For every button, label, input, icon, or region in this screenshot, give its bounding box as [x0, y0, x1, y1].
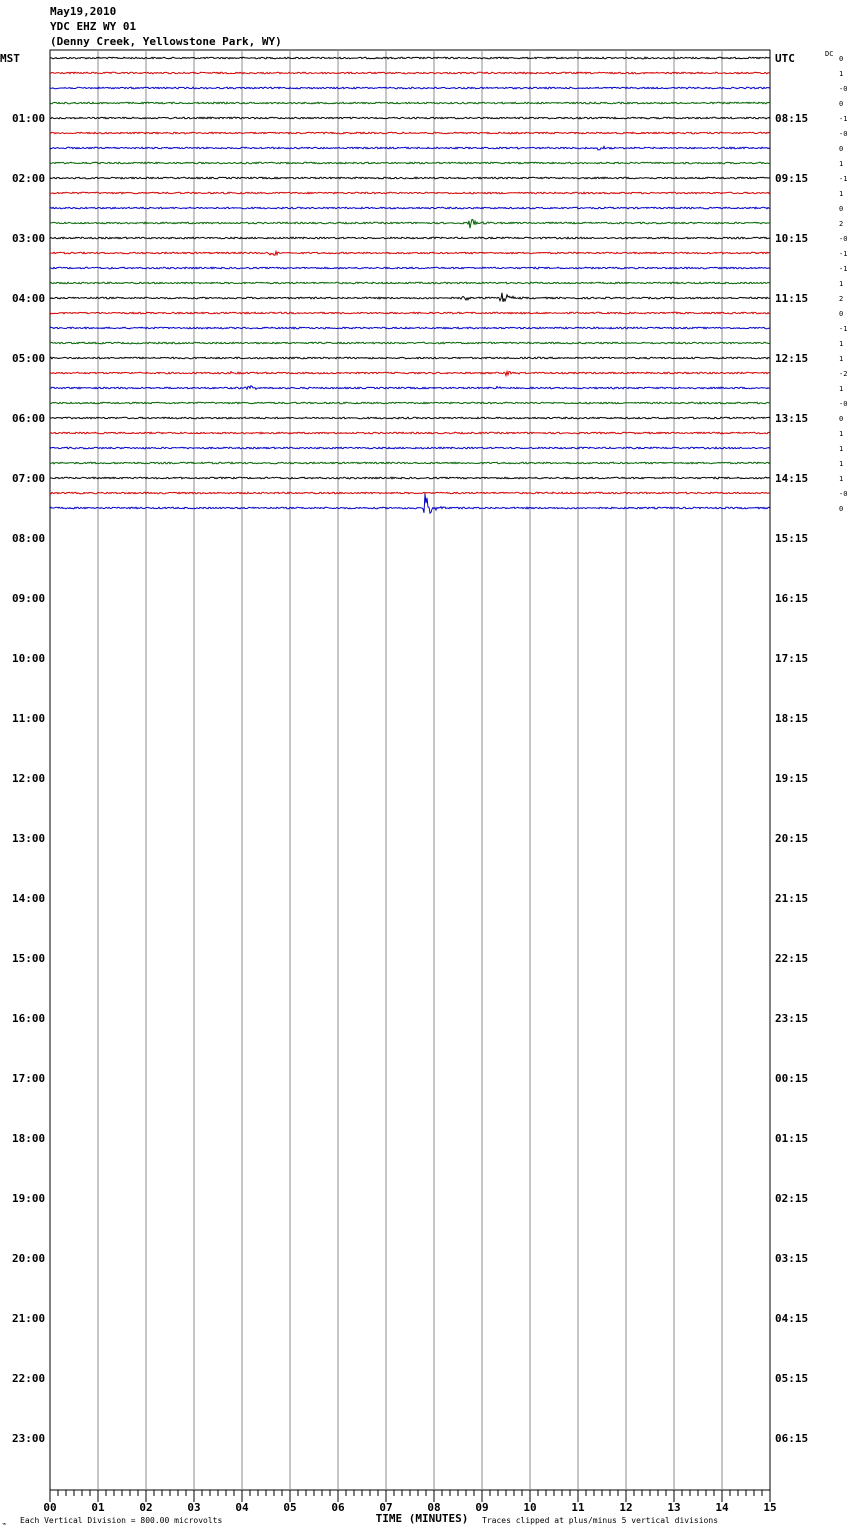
seismic-trace-line — [50, 102, 770, 104]
left-hour-label: 09:00 — [12, 592, 46, 605]
plot-frame — [50, 50, 770, 1490]
left-hour-label: 11:00 — [12, 712, 46, 725]
left-hour-label: 19:00 — [12, 1192, 46, 1205]
x-tick-label: 13 — [667, 1501, 681, 1514]
dc-offset-label: -2 — [839, 370, 848, 378]
right-hour-label: 10:15 — [775, 232, 809, 245]
left-hour-label: 10:00 — [12, 652, 46, 665]
seismic-trace-line — [50, 372, 770, 376]
seismic-trace-line — [50, 357, 770, 359]
dc-offset-label: 0 — [839, 310, 844, 318]
seismic-trace-line — [50, 342, 770, 344]
left-hour-label: 12:00 — [12, 772, 46, 785]
seismic-trace-line — [50, 386, 770, 390]
left-hour-label: 23:00 — [12, 1432, 46, 1445]
seismic-trace-line — [50, 417, 770, 419]
dc-offset-label: 0 — [839, 505, 844, 513]
seismic-trace-line — [50, 312, 770, 314]
seismic-trace-line — [50, 293, 770, 302]
dc-offset-label: -1 — [839, 265, 848, 273]
right-hour-label: 22:15 — [775, 952, 809, 965]
right-hour-label: 04:15 — [775, 1312, 809, 1325]
dc-offset-label: 1 — [839, 340, 844, 348]
right-hour-label: 16:15 — [775, 592, 809, 605]
seismic-trace-line — [50, 492, 770, 494]
seismic-trace-line — [50, 327, 770, 329]
station-label: YDC EHZ WY 01 — [50, 20, 137, 33]
seismic-trace-line — [50, 162, 770, 164]
right-hour-label: 19:15 — [775, 772, 809, 785]
dc-offset-label: 1 — [839, 445, 844, 453]
left-hour-label: 13:00 — [12, 832, 46, 845]
dc-offset-label: -1 — [839, 325, 848, 333]
dc-offset-label: 1 — [839, 70, 844, 78]
x-tick-label: 05 — [283, 1501, 297, 1514]
dc-offset-label: 1 — [839, 385, 844, 393]
right-hour-label: 20:15 — [775, 832, 809, 845]
x-axis-title: TIME (MINUTES) — [375, 1512, 469, 1525]
x-tick-label: 12 — [619, 1501, 633, 1514]
left-hour-label: 15:00 — [12, 952, 46, 965]
dc-offset-label: -0 — [839, 235, 848, 243]
x-tick-label: 06 — [331, 1501, 345, 1514]
left-hour-label: MST — [0, 52, 20, 65]
dc-offset-label: 1 — [839, 280, 844, 288]
x-tick-label: 07 — [379, 1501, 393, 1514]
seismic-trace-line — [50, 267, 770, 269]
dc-offset-label: 2 — [839, 295, 844, 303]
right-hour-label: 06:15 — [775, 1432, 809, 1445]
seismic-trace-line — [50, 146, 770, 150]
seismic-trace-line — [50, 447, 770, 449]
dc-offset-label: -0 — [839, 85, 848, 93]
seismic-trace-line — [50, 282, 770, 284]
x-tick-label: 14 — [715, 1501, 729, 1514]
right-hour-label: 03:15 — [775, 1252, 809, 1265]
x-tick-label: 02 — [139, 1501, 153, 1514]
seismic-trace-line — [50, 462, 770, 464]
dc-offset-label: -1 — [839, 115, 848, 123]
right-hour-label: 11:15 — [775, 292, 809, 305]
right-hour-label: 02:15 — [775, 1192, 809, 1205]
right-hour-label: 14:15 — [775, 472, 809, 485]
x-tick-label: 01 — [91, 1501, 105, 1514]
right-hour-label: 12:15 — [775, 352, 809, 365]
right-hour-label: 23:15 — [775, 1012, 809, 1025]
left-hour-label: 08:00 — [12, 532, 46, 545]
seismic-trace-line — [50, 494, 770, 513]
location-label: (Denny Creek, Yellowstone Park, WY) — [50, 35, 282, 48]
x-tick-label: 04 — [235, 1501, 249, 1514]
dc-offset-label: 1 — [839, 355, 844, 363]
trace-lines — [50, 57, 770, 513]
right-hour-label: 00:15 — [775, 1072, 809, 1085]
date-label: May19,2010 — [50, 5, 117, 18]
left-hour-label: 02:00 — [12, 172, 46, 185]
dc-offset-label: -1 — [839, 250, 848, 258]
right-hour-label: 17:15 — [775, 652, 809, 665]
right-hour-label: 18:15 — [775, 712, 809, 725]
seismic-trace-line — [50, 219, 770, 228]
seismic-trace-line — [50, 207, 770, 209]
dc-offset-label: 1 — [839, 160, 844, 168]
dc-offset-label: -0 — [839, 400, 848, 408]
left-hour-label: 07:00 — [12, 472, 46, 485]
dc-offset-label: 0 — [839, 100, 844, 108]
right-hour-label: 21:15 — [775, 892, 809, 905]
left-hour-label: 17:00 — [12, 1072, 46, 1085]
seismic-trace-line — [50, 132, 770, 134]
dc-header: DC — [825, 50, 834, 58]
right-hour-label: 13:15 — [775, 412, 809, 425]
left-hour-label: 18:00 — [12, 1132, 46, 1145]
left-hour-label: 03:00 — [12, 232, 46, 245]
scale-note: Each Vertical Division = 800.00 microvolts — [20, 1516, 223, 1525]
x-tick-label: 09 — [475, 1501, 489, 1514]
left-hour-label: 06:00 — [12, 412, 46, 425]
dc-offset-label: 1 — [839, 190, 844, 198]
dc-offset-label: 0 — [839, 205, 844, 213]
left-hour-label: 04:00 — [12, 292, 46, 305]
time-labels — [0, 52, 847, 1528]
right-hour-label: 15:15 — [775, 532, 809, 545]
left-hour-label: 20:00 — [12, 1252, 46, 1265]
clip-note: Traces clipped at plus/minus 5 vertical divisions — [482, 1516, 719, 1525]
x-tick-label: 10 — [523, 1501, 537, 1514]
left-hour-label: 01:00 — [12, 112, 46, 125]
seismic-trace-line — [50, 251, 770, 255]
dc-offset-label: 2 — [839, 220, 844, 228]
dc-offset-label: 0 — [839, 145, 844, 153]
dc-offset-label: -0 — [839, 490, 848, 498]
dc-offset-label: -1 — [839, 175, 848, 183]
x-tick-label: 03 — [187, 1501, 201, 1514]
seismic-trace-line — [50, 57, 770, 59]
dc-offset-label: 1 — [839, 475, 844, 483]
dc-offset-label: 1 — [839, 430, 844, 438]
left-hour-label: 22:00 — [12, 1372, 46, 1385]
right-hour-label: 05:15 — [775, 1372, 809, 1385]
left-hour-label: 21:00 — [12, 1312, 46, 1325]
right-hour-label: UTC — [775, 52, 795, 65]
seismic-trace-line — [50, 477, 770, 479]
x-tick-label: 08 — [427, 1501, 441, 1514]
dc-offset-label: 0 — [839, 55, 844, 63]
dc-offset-label: 1 — [839, 460, 844, 468]
dc-offset-label: 0 — [839, 415, 844, 423]
seismic-trace-line — [50, 177, 770, 179]
seismic-trace-line — [50, 432, 770, 434]
x-tick-label: 15 — [763, 1501, 777, 1514]
seismic-trace-line — [50, 237, 770, 239]
right-hour-label: 09:15 — [775, 172, 809, 185]
seismic-trace-line — [50, 402, 770, 404]
left-hour-label: 16:00 — [12, 1012, 46, 1025]
dc-offset-label: -0 — [839, 130, 848, 138]
corner-mark: ⌁ — [2, 1520, 7, 1528]
x-tick-label: 11 — [571, 1501, 585, 1514]
right-hour-label: 01:15 — [775, 1132, 809, 1145]
right-hour-label: 08:15 — [775, 112, 809, 125]
seismic-trace-line — [50, 72, 770, 74]
seismic-trace-line — [50, 87, 770, 89]
left-hour-label: 05:00 — [12, 352, 46, 365]
left-hour-label: 14:00 — [12, 892, 46, 905]
seismic-trace-line — [50, 117, 770, 119]
x-tick-label: 00 — [43, 1501, 57, 1514]
seismic-trace-line — [50, 192, 770, 194]
